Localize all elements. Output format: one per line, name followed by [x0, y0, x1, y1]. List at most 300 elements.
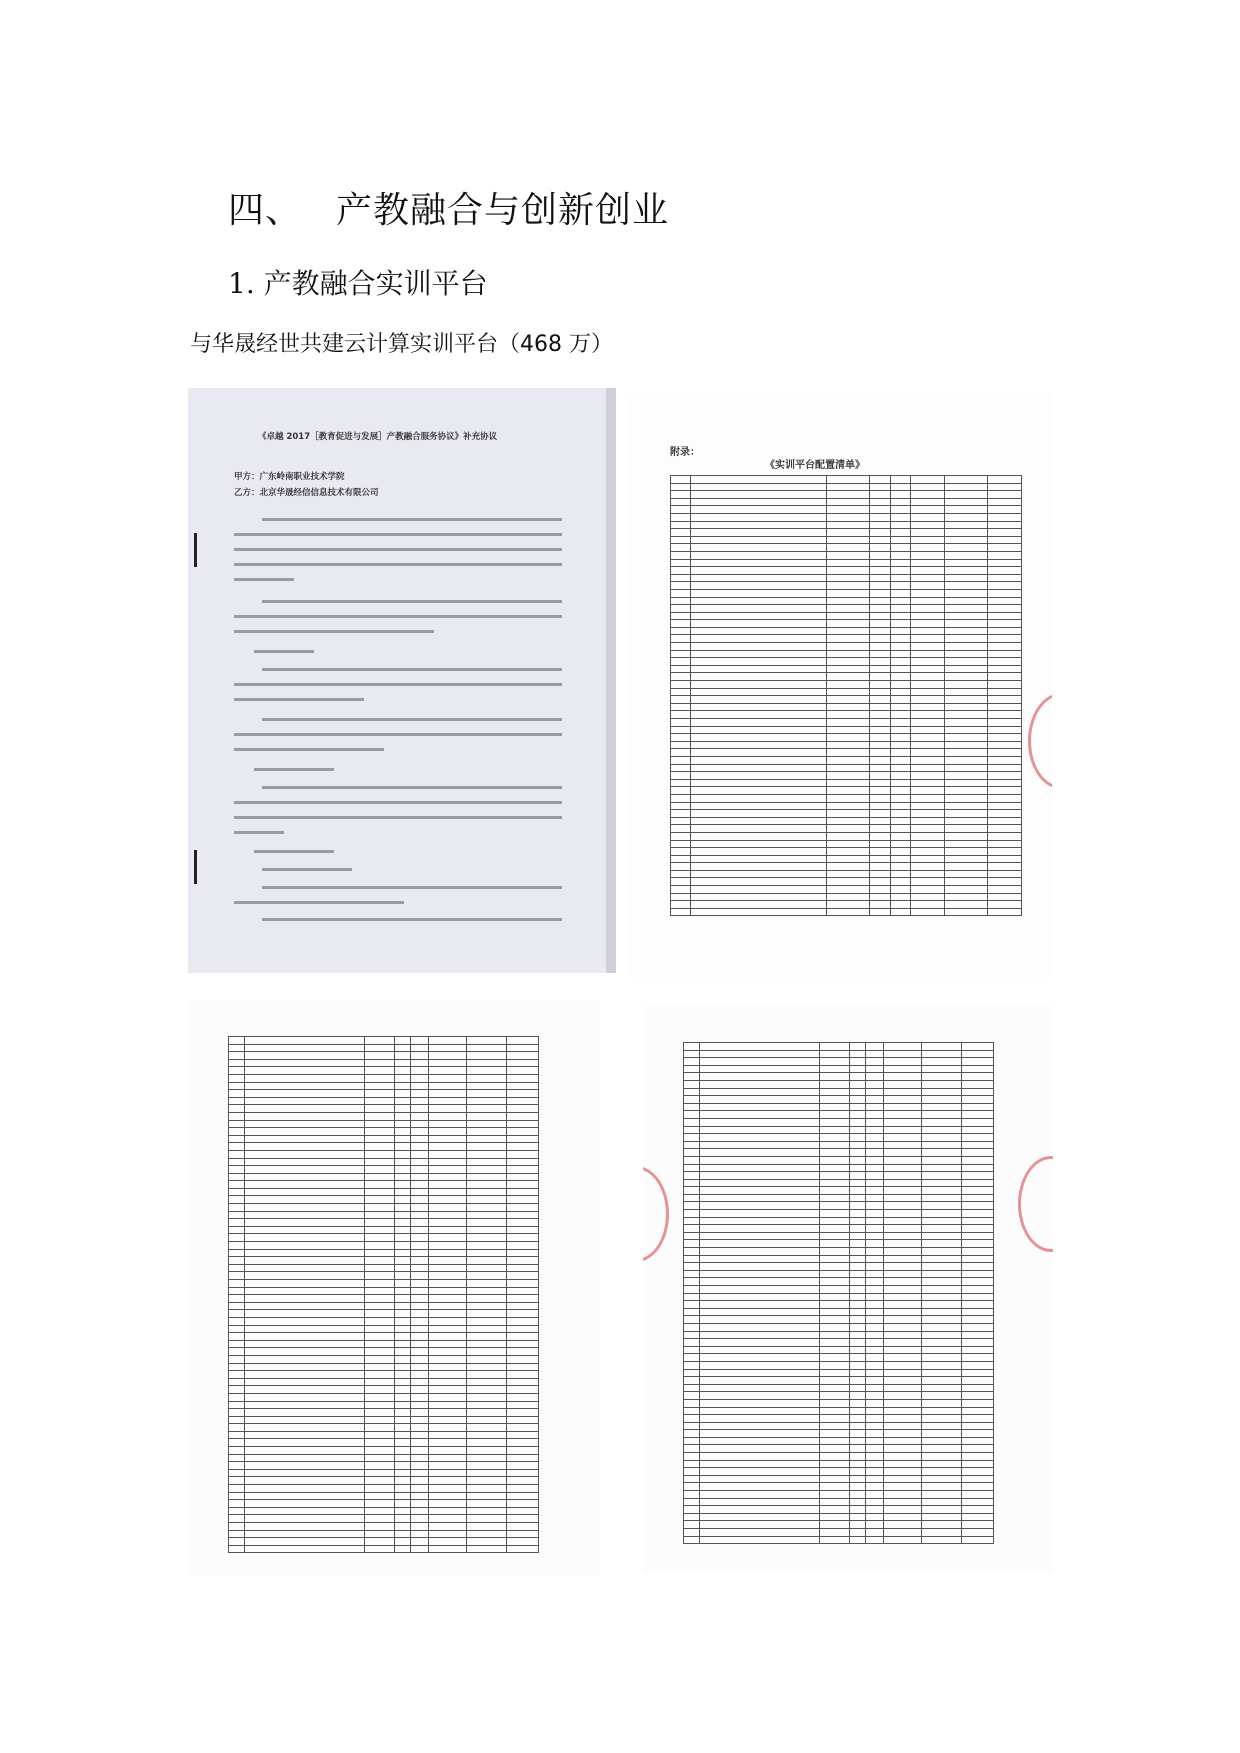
- table-cell: [395, 1333, 411, 1341]
- table-row: [671, 567, 1022, 575]
- table-cell: [870, 620, 890, 628]
- table-cell: [467, 1310, 507, 1318]
- table-cell: [395, 1507, 411, 1515]
- table-cell: [962, 1422, 994, 1430]
- table-row: [671, 825, 1022, 833]
- table-cell: [962, 1255, 994, 1263]
- table-cell: [944, 817, 987, 825]
- table-cell: [884, 1255, 922, 1263]
- table-cell: [962, 1415, 994, 1423]
- table-cell: [890, 574, 910, 582]
- table-row: [671, 529, 1022, 537]
- table-cell: [820, 1323, 850, 1331]
- table-cell: [884, 1354, 922, 1362]
- table-cell: [365, 1226, 395, 1234]
- table-cell: [962, 1392, 994, 1400]
- table-cell: [229, 1105, 245, 1113]
- table-cell: [507, 1340, 539, 1348]
- table-cell: [820, 1065, 850, 1073]
- table-cell: [827, 559, 870, 567]
- table-cell: [467, 1052, 507, 1060]
- table-cell: [365, 1416, 395, 1424]
- table-cell: [922, 1043, 962, 1051]
- table-cell: [922, 1278, 962, 1286]
- table-cell: [820, 1498, 850, 1506]
- table-cell: [866, 1301, 884, 1309]
- table-row: [229, 1462, 539, 1470]
- table-cell: [850, 1202, 866, 1210]
- table-cell: [700, 1096, 820, 1104]
- table-cell: [866, 1521, 884, 1529]
- table-cell: [411, 1204, 429, 1212]
- table-cell: [870, 665, 890, 673]
- table-cell: [684, 1453, 700, 1461]
- table-row: [671, 605, 1022, 613]
- table-cell: [507, 1264, 539, 1272]
- table-cell: [411, 1257, 429, 1265]
- table-cell: [850, 1483, 866, 1491]
- table-cell: [922, 1453, 962, 1461]
- table-cell: [411, 1355, 429, 1363]
- table-cell: [691, 521, 827, 529]
- table-cell: [411, 1386, 429, 1394]
- table-cell: [395, 1082, 411, 1090]
- table-cell: [365, 1523, 395, 1531]
- table-cell: [245, 1257, 365, 1265]
- table-cell: [671, 734, 691, 742]
- table-cell: [671, 741, 691, 749]
- table-row: [671, 772, 1022, 780]
- table-cell: [944, 764, 987, 772]
- table-cell: [395, 1242, 411, 1250]
- table-cell: [944, 491, 987, 499]
- table-cell: [944, 582, 987, 590]
- table-row: [684, 1134, 994, 1142]
- table-cell: [850, 1111, 866, 1119]
- table-cell: [884, 1278, 922, 1286]
- table-row: [671, 696, 1022, 704]
- table-cell: [884, 1263, 922, 1271]
- table-cell: [962, 1240, 994, 1248]
- table-cell: [890, 711, 910, 719]
- table-cell: [700, 1217, 820, 1225]
- table-cell: [365, 1363, 395, 1371]
- table-row: [229, 1143, 539, 1151]
- table-cell: [911, 551, 945, 559]
- table-cell: [850, 1399, 866, 1407]
- table-cell: [870, 544, 890, 552]
- table-cell: [962, 1399, 994, 1407]
- table-cell: [429, 1234, 467, 1242]
- table-cell: [922, 1217, 962, 1225]
- table-cell: [850, 1521, 866, 1529]
- table-cell: [884, 1088, 922, 1096]
- table-cell: [411, 1431, 429, 1439]
- table-cell: [700, 1354, 820, 1362]
- table-cell: [850, 1422, 866, 1430]
- table-cell: [987, 840, 1021, 848]
- table-cell: [700, 1453, 820, 1461]
- table-cell: [870, 605, 890, 613]
- table-cell: [944, 711, 987, 719]
- table-cell: [820, 1194, 850, 1202]
- table-row: [684, 1278, 994, 1286]
- table-cell: [911, 848, 945, 856]
- table-cell: [827, 863, 870, 871]
- table-cell: [245, 1302, 365, 1310]
- table-cell: [820, 1331, 850, 1339]
- table-cell: [700, 1384, 820, 1392]
- table-cell: [395, 1363, 411, 1371]
- table-cell: [922, 1065, 962, 1073]
- table-row: [229, 1280, 539, 1288]
- table-cell: [229, 1074, 245, 1082]
- table-cell: [691, 878, 827, 886]
- table-cell: [866, 1430, 884, 1438]
- table-cell: [429, 1059, 467, 1067]
- table-cell: [684, 1164, 700, 1172]
- table-cell: [507, 1166, 539, 1174]
- table-cell: [850, 1248, 866, 1256]
- table-cell: [922, 1164, 962, 1172]
- table-cell: [411, 1074, 429, 1082]
- table-cell: [911, 635, 945, 643]
- table-cell: [890, 627, 910, 635]
- table-row: [229, 1105, 539, 1113]
- table-row: [684, 1096, 994, 1104]
- table-cell: [944, 650, 987, 658]
- table-cell: [827, 848, 870, 856]
- table-cell: [684, 1377, 700, 1385]
- table-cell: [429, 1173, 467, 1181]
- table-cell: [850, 1088, 866, 1096]
- table-cell: [911, 802, 945, 810]
- table-cell: [944, 620, 987, 628]
- table-cell: [411, 1317, 429, 1325]
- table-cell: [820, 1475, 850, 1483]
- table-cell: [850, 1460, 866, 1468]
- table-cell: [229, 1515, 245, 1523]
- table-cell: [827, 635, 870, 643]
- table-cell: [395, 1257, 411, 1265]
- table-cell: [671, 673, 691, 681]
- table-cell: [684, 1202, 700, 1210]
- table-cell: [866, 1308, 884, 1316]
- table-cell: [890, 726, 910, 734]
- table-row: [229, 1530, 539, 1538]
- table-cell: [365, 1500, 395, 1508]
- table-row: [229, 1545, 539, 1553]
- table-row: [229, 1424, 539, 1432]
- table-cell: [962, 1126, 994, 1134]
- table-cell: [944, 544, 987, 552]
- table-row: [671, 817, 1022, 825]
- table-cell: [944, 506, 987, 514]
- table-cell: [229, 1097, 245, 1105]
- table-cell: [411, 1378, 429, 1386]
- table-cell: [850, 1225, 866, 1233]
- table-cell: [365, 1272, 395, 1280]
- table-cell: [911, 756, 945, 764]
- table-cell: [684, 1240, 700, 1248]
- table-cell: [962, 1164, 994, 1172]
- table-row: [684, 1323, 994, 1331]
- table-cell: [467, 1226, 507, 1234]
- table-cell: [395, 1416, 411, 1424]
- table-cell: [962, 1361, 994, 1369]
- table-cell: [229, 1181, 245, 1189]
- table-cell: [962, 1156, 994, 1164]
- table-cell: [365, 1340, 395, 1348]
- table-cell: [429, 1477, 467, 1485]
- table-cell: [395, 1469, 411, 1477]
- table-cell: [850, 1172, 866, 1180]
- table-cell: [700, 1460, 820, 1468]
- table-cell: [827, 521, 870, 529]
- table-cell: [870, 802, 890, 810]
- table-cell: [245, 1173, 365, 1181]
- table-cell: [827, 703, 870, 711]
- table-cell: [944, 756, 987, 764]
- table-cell: [229, 1219, 245, 1227]
- table-cell: [429, 1120, 467, 1128]
- table-cell: [850, 1316, 866, 1324]
- table-cell: [691, 567, 827, 575]
- table-cell: [922, 1141, 962, 1149]
- table-cell: [365, 1492, 395, 1500]
- table-cell: [365, 1090, 395, 1098]
- table-cell: [911, 817, 945, 825]
- table-cell: [684, 1232, 700, 1240]
- table-cell: [507, 1371, 539, 1379]
- table-cell: [866, 1118, 884, 1126]
- table-cell: [911, 908, 945, 916]
- table-row: [671, 491, 1022, 499]
- table-cell: [684, 1111, 700, 1119]
- table-cell: [944, 832, 987, 840]
- table-cell: [890, 832, 910, 840]
- table-cell: [987, 832, 1021, 840]
- table-cell: [507, 1112, 539, 1120]
- table-row: [229, 1348, 539, 1356]
- table-cell: [700, 1293, 820, 1301]
- table-cell: [507, 1090, 539, 1098]
- table-cell: [395, 1074, 411, 1082]
- table-cell: [850, 1513, 866, 1521]
- table-cell: [884, 1460, 922, 1468]
- table-cell: [429, 1439, 467, 1447]
- table-cell: [467, 1272, 507, 1280]
- table-cell: [671, 863, 691, 871]
- table-cell: [429, 1287, 467, 1295]
- table-cell: [684, 1050, 700, 1058]
- table-cell: [365, 1325, 395, 1333]
- table-cell: [820, 1483, 850, 1491]
- table-cell: [229, 1431, 245, 1439]
- table-cell: [884, 1194, 922, 1202]
- table-cell: [229, 1523, 245, 1531]
- table-cell: [365, 1112, 395, 1120]
- table-cell: [395, 1196, 411, 1204]
- table-row: [671, 901, 1022, 909]
- table-row: [229, 1173, 539, 1181]
- table-cell: [827, 734, 870, 742]
- table-cell: [922, 1134, 962, 1142]
- table-cell: [507, 1120, 539, 1128]
- table-cell: [850, 1073, 866, 1081]
- table-row: [229, 1515, 539, 1523]
- table-cell: [684, 1278, 700, 1286]
- table-cell: [684, 1369, 700, 1377]
- table-cell: [884, 1323, 922, 1331]
- table-cell: [987, 810, 1021, 818]
- table-cell: [870, 719, 890, 727]
- table-cell: [944, 878, 987, 886]
- table-row: [671, 589, 1022, 597]
- table-cell: [884, 1164, 922, 1172]
- table-cell: [850, 1475, 866, 1483]
- table-row: [229, 1097, 539, 1105]
- table-cell: [870, 726, 890, 734]
- table-cell: [684, 1529, 700, 1537]
- table-cell: [962, 1194, 994, 1202]
- table-cell: [866, 1377, 884, 1385]
- table-cell: [700, 1248, 820, 1256]
- table-row: [684, 1202, 994, 1210]
- table-cell: [691, 886, 827, 894]
- table-cell: [467, 1211, 507, 1219]
- table-cell: [700, 1399, 820, 1407]
- table-cell: [827, 810, 870, 818]
- table-cell: [365, 1424, 395, 1432]
- table-row: [684, 1286, 994, 1294]
- table-cell: [229, 1135, 245, 1143]
- table-cell: [691, 840, 827, 848]
- table-cell: [866, 1149, 884, 1157]
- table-cell: [870, 529, 890, 537]
- table-cell: [700, 1286, 820, 1294]
- table-cell: [429, 1378, 467, 1386]
- table-cell: [884, 1331, 922, 1339]
- table-cell: [245, 1211, 365, 1219]
- table-cell: [507, 1523, 539, 1531]
- table-cell: [671, 802, 691, 810]
- table-cell: [700, 1073, 820, 1081]
- table-row: [684, 1217, 994, 1225]
- table-row: [684, 1156, 994, 1164]
- table-cell: [870, 536, 890, 544]
- table-cell: [229, 1150, 245, 1158]
- table-cell: [890, 650, 910, 658]
- table-cell: [507, 1393, 539, 1401]
- table-cell: [850, 1323, 866, 1331]
- table-cell: [507, 1173, 539, 1181]
- table-row: [684, 1346, 994, 1354]
- table-cell: [922, 1172, 962, 1180]
- table-cell: [922, 1445, 962, 1453]
- table-cell: [395, 1188, 411, 1196]
- table-cell: [890, 476, 910, 484]
- table-cell: [467, 1545, 507, 1553]
- table-cell: [671, 597, 691, 605]
- table-cell: [507, 1401, 539, 1409]
- table-cell: [229, 1355, 245, 1363]
- table-cell: [827, 681, 870, 689]
- table-cell: [467, 1409, 507, 1417]
- table-cell: [429, 1188, 467, 1196]
- table-row: [684, 1080, 994, 1088]
- table-cell: [395, 1523, 411, 1531]
- table-cell: [700, 1498, 820, 1506]
- table-cell: [884, 1346, 922, 1354]
- table-cell: [911, 673, 945, 681]
- table-cell: [365, 1447, 395, 1455]
- table-cell: [870, 635, 890, 643]
- table-cell: [671, 498, 691, 506]
- table-cell: [962, 1118, 994, 1126]
- table-cell: [229, 1462, 245, 1470]
- table-cell: [671, 855, 691, 863]
- table-cell: [944, 908, 987, 916]
- table-cell: [395, 1128, 411, 1136]
- table-row: [684, 1058, 994, 1066]
- table-cell: [684, 1521, 700, 1529]
- table-cell: [866, 1346, 884, 1354]
- table-cell: [507, 1416, 539, 1424]
- table-cell: [820, 1210, 850, 1218]
- table-cell: [820, 1217, 850, 1225]
- table-cell: [987, 787, 1021, 795]
- table-cell: [987, 589, 1021, 597]
- table-cell: [245, 1447, 365, 1455]
- table-cell: [962, 1445, 994, 1453]
- table-row: [684, 1445, 994, 1453]
- table-cell: [962, 1217, 994, 1225]
- table-cell: [245, 1401, 365, 1409]
- table-cell: [691, 787, 827, 795]
- table-cell: [245, 1090, 365, 1098]
- table-cell: [467, 1188, 507, 1196]
- table-cell: [507, 1188, 539, 1196]
- table-row: [229, 1431, 539, 1439]
- table-cell: [411, 1188, 429, 1196]
- table-cell: [987, 582, 1021, 590]
- table-cell: [884, 1225, 922, 1233]
- table-cell: [229, 1439, 245, 1447]
- table-cell: [866, 1339, 884, 1347]
- table-cell: [820, 1415, 850, 1423]
- table-cell: [245, 1477, 365, 1485]
- table-cell: [411, 1333, 429, 1341]
- table-cell: [922, 1513, 962, 1521]
- table-cell: [691, 848, 827, 856]
- table-cell: [671, 779, 691, 787]
- table-cell: [827, 673, 870, 681]
- table-cell: [700, 1308, 820, 1316]
- table-cell: [691, 756, 827, 764]
- table-cell: [507, 1242, 539, 1250]
- table-cell: [866, 1399, 884, 1407]
- table-cell: [229, 1112, 245, 1120]
- table-cell: [467, 1500, 507, 1508]
- table-cell: [411, 1500, 429, 1508]
- table-cell: [245, 1242, 365, 1250]
- table-cell: [395, 1150, 411, 1158]
- table-cell: [671, 620, 691, 628]
- table-cell: [684, 1422, 700, 1430]
- table-cell: [671, 658, 691, 666]
- table-cell: [411, 1037, 429, 1045]
